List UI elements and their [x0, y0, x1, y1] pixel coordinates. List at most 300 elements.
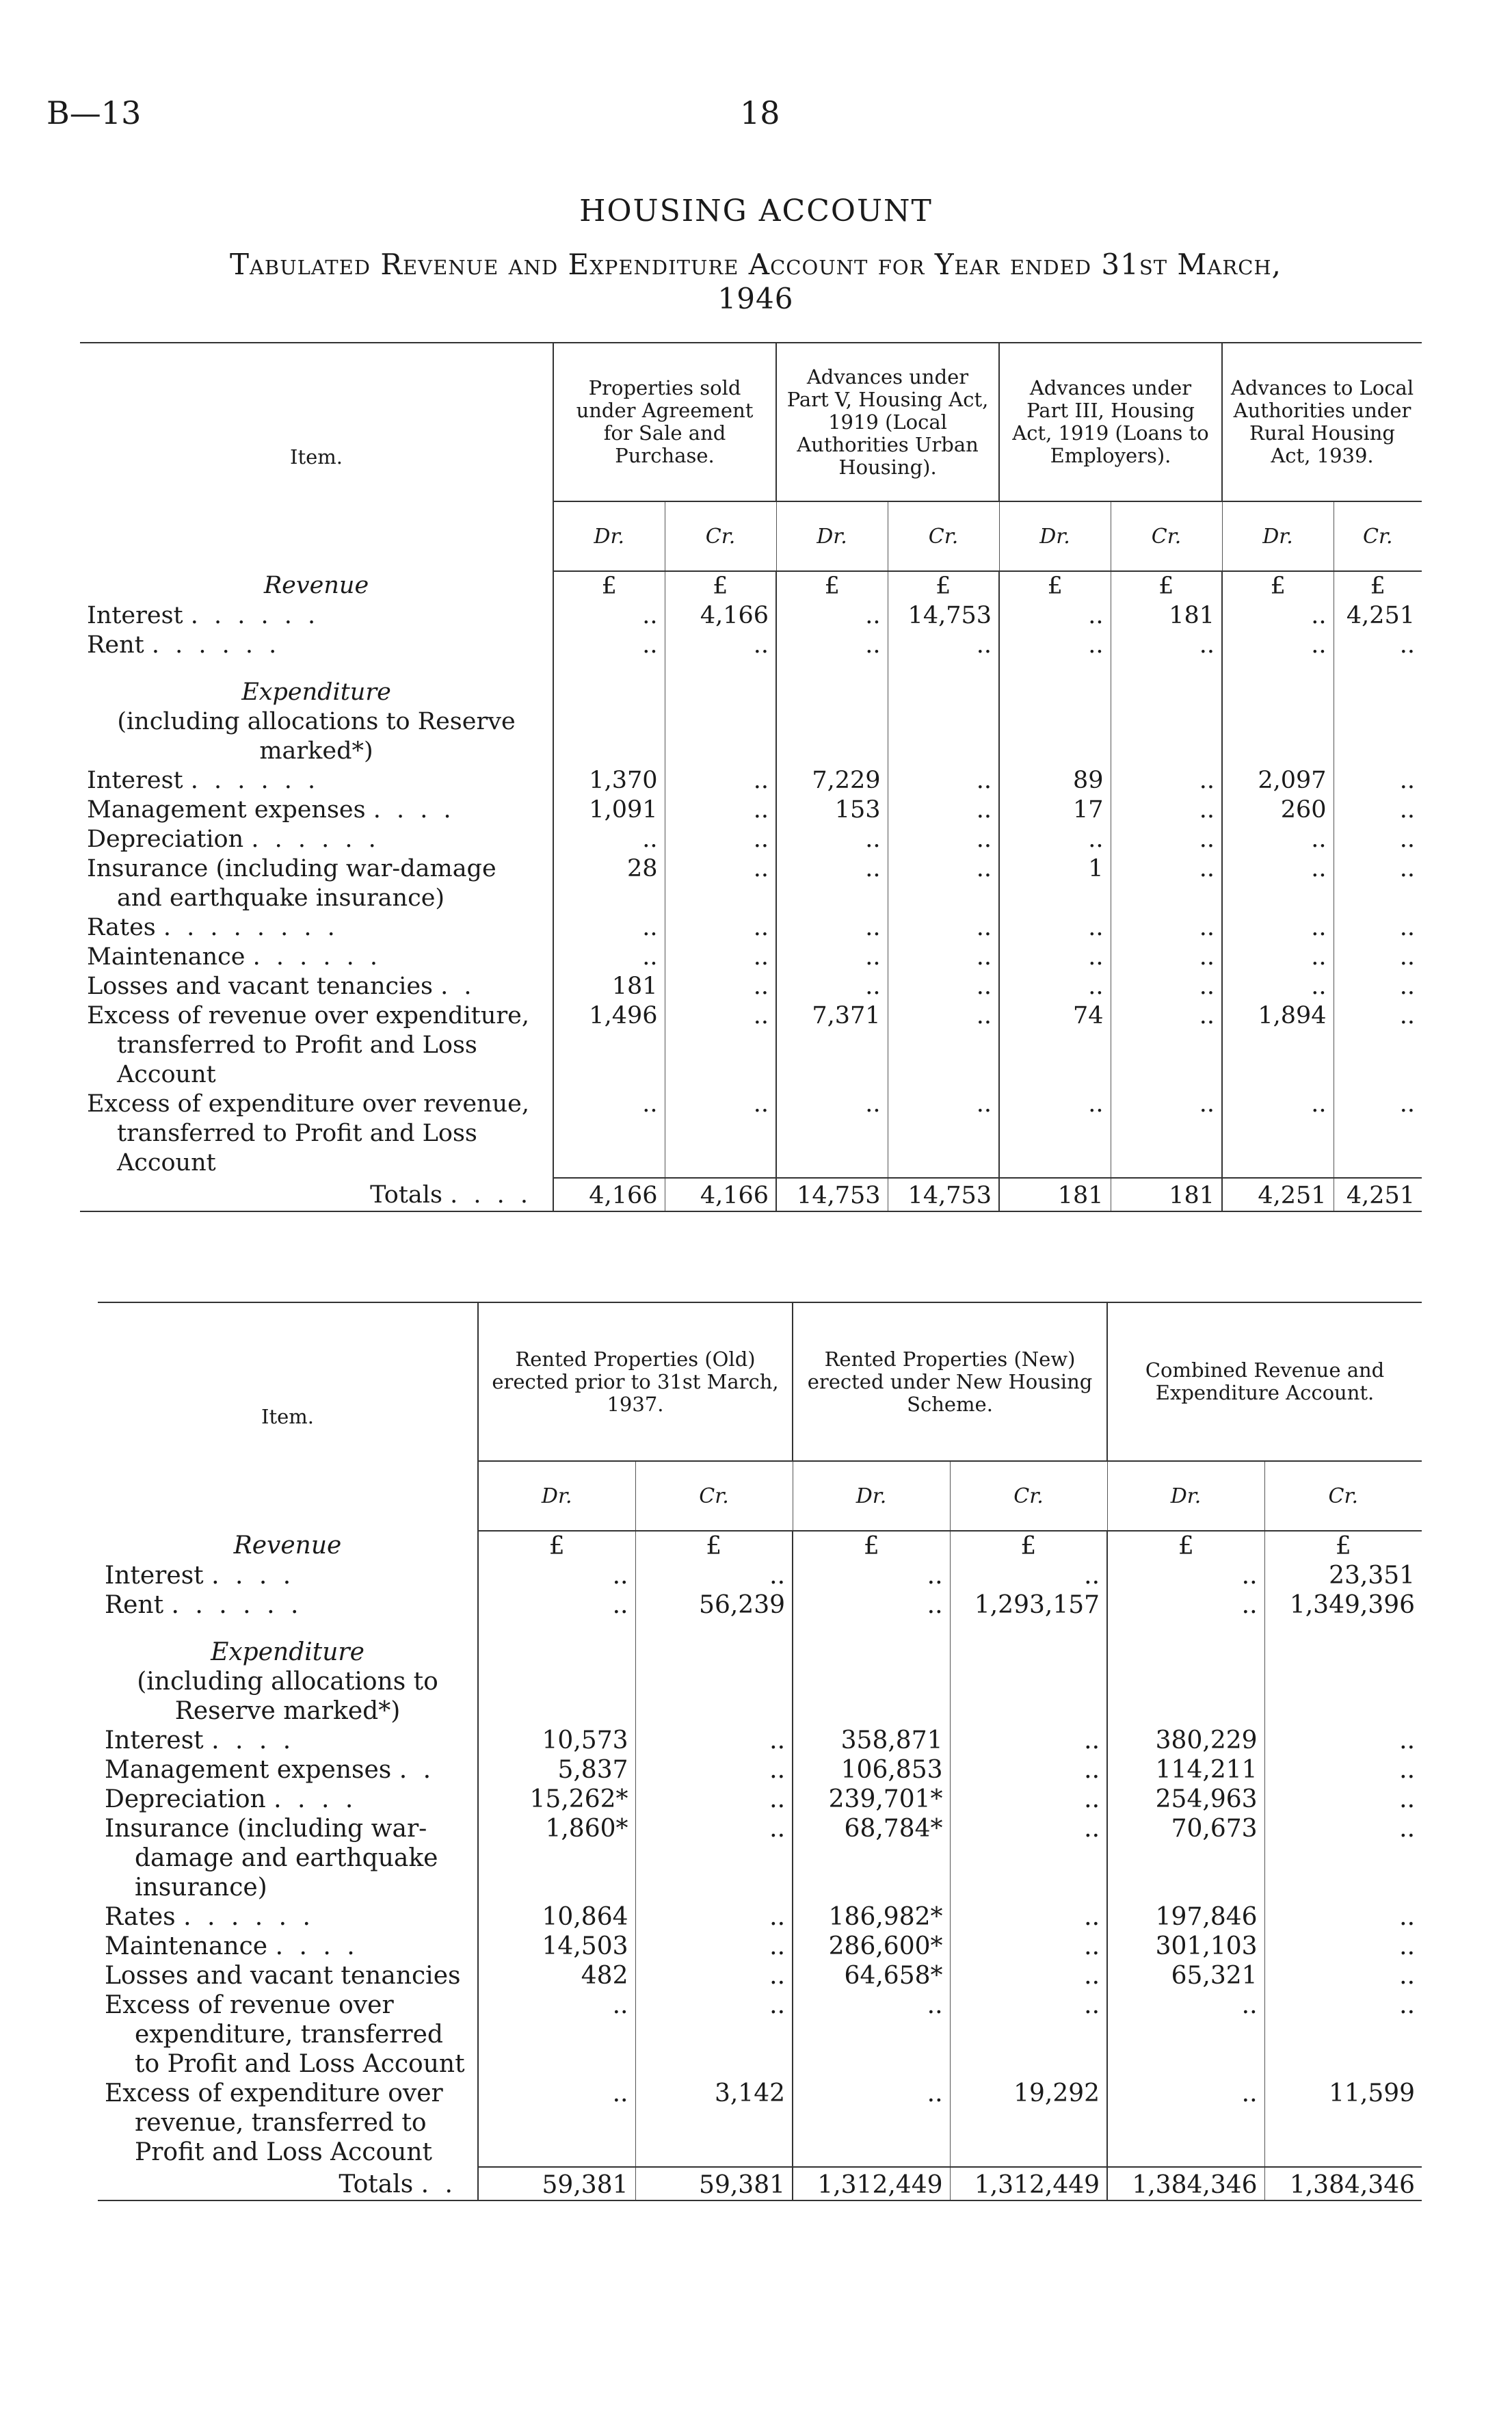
table-row [80, 972, 1422, 1001]
row-label-text: Rates [105, 1903, 176, 1931]
total-cell: 4,251 [1222, 1178, 1334, 1211]
group-header: Advances to Local Authorities under Rural Housing Act, 1939. [1222, 343, 1422, 501]
table-cell: 286,600* [793, 1932, 950, 1961]
row-label [80, 1090, 553, 1178]
expenditure-heading-row [80, 678, 1422, 707]
total-cell: 14,753 [776, 1178, 888, 1211]
table-cell: 1,293,157 [950, 1590, 1107, 1620]
cr-header: Cr. [1264, 1461, 1422, 1531]
total-cell: 181 [999, 1178, 1111, 1211]
empty-cell [776, 707, 888, 766]
table-cell: 68,784* [793, 1814, 950, 1902]
row-label-text: Interest [87, 767, 183, 794]
empty-cell [1222, 707, 1334, 766]
table-cell: 1,894 [1222, 1001, 1334, 1090]
dot-leader: . . . . [275, 1932, 359, 1960]
row-label [80, 766, 553, 796]
empty-cell [950, 1667, 1107, 1726]
table-cell: .. [1334, 972, 1422, 1001]
row-label [98, 1990, 478, 2079]
table-cell: 197,846 [1107, 1902, 1264, 1932]
cr-header: Cr. [1334, 501, 1422, 571]
total-cell: 4,166 [553, 1178, 665, 1211]
table-row [98, 2079, 1422, 2167]
table-cell: .. [1264, 1961, 1422, 1990]
table-cell: .. [776, 972, 888, 1001]
spacer-cell [1264, 1620, 1422, 1638]
table-cell: 70,673 [1107, 1814, 1264, 1902]
table-cell: .. [888, 1001, 999, 1090]
spacer-cell [1334, 660, 1422, 678]
table-cell: .. [1111, 913, 1222, 943]
dr-header: Dr. [793, 1461, 950, 1531]
table-cell: .. [1334, 943, 1422, 972]
table-cell: .. [1222, 1090, 1334, 1178]
currency-symbol: £ [665, 571, 776, 601]
page-title: HOUSING ACCOUNT [579, 194, 933, 228]
table-cell: 15,262* [478, 1785, 635, 1814]
dot-leader: . . . . [274, 1785, 358, 1813]
table-cell: .. [1111, 766, 1222, 796]
table-cell: 301,103 [1107, 1932, 1264, 1961]
table-cell: .. [1222, 601, 1334, 631]
dot-leader: . . . . . . [183, 1903, 315, 1931]
empty-cell [553, 707, 665, 766]
subtitle-text: Tabulated Revenue and Expenditure Account for Year ended 31st March, [229, 248, 1282, 281]
dot-leader: . . . . . . [190, 767, 320, 794]
dot-leader: . . . . . . [251, 826, 380, 853]
table-row [98, 1902, 1422, 1932]
spacer-cell [793, 1620, 950, 1638]
totals-label [80, 1178, 553, 1211]
table-cell: .. [553, 825, 665, 854]
table-cell: .. [950, 1902, 1107, 1932]
currency-symbol: £ [888, 571, 999, 601]
table-cell: .. [1111, 972, 1222, 1001]
account-table-2 [98, 1302, 1422, 2201]
spacer-cell [665, 660, 776, 678]
table-cell: .. [1222, 631, 1334, 660]
total-cell: 4,251 [1334, 1178, 1422, 1211]
table-cell: 17 [999, 796, 1111, 825]
table-cell: .. [776, 631, 888, 660]
currency-symbol: £ [1222, 571, 1334, 601]
table-cell: 11,599 [1264, 2079, 1422, 2167]
table-cell: .. [776, 943, 888, 972]
table-cell: .. [888, 913, 999, 943]
row-label [80, 943, 553, 972]
spacer-cell [80, 660, 553, 678]
currency-symbol: £ [776, 571, 888, 601]
table-cell: .. [635, 1961, 793, 1990]
table-cell: .. [1222, 825, 1334, 854]
empty-cell [999, 707, 1111, 766]
table-cell: .. [635, 1785, 793, 1814]
table-cell: .. [1334, 913, 1422, 943]
spacer-row [80, 660, 1422, 678]
spacer-cell [1222, 660, 1334, 678]
empty-cell [950, 1638, 1107, 1667]
currency-symbol: £ [1111, 571, 1222, 601]
row-label [98, 1814, 478, 1902]
table-cell: .. [1222, 913, 1334, 943]
table-cell: .. [776, 825, 888, 854]
table-cell: .. [1334, 854, 1422, 913]
row-label [98, 1755, 478, 1785]
group-header: Properties sold under Agreement for Sale and Purchase. [553, 343, 776, 501]
table-cell: .. [1111, 943, 1222, 972]
table-cell: 181 [1111, 601, 1222, 631]
row-label [80, 825, 553, 854]
revenue-heading: Revenue [80, 571, 553, 601]
group-header: Rented Properties (Old) erected prior to 31st March, 1937. [478, 1302, 793, 1461]
total-cell: 1,384,346 [1107, 2167, 1264, 2200]
row-label-text: Management expenses [87, 796, 366, 824]
table-cell: .. [1264, 1990, 1422, 2079]
table-cell: .. [950, 1755, 1107, 1785]
table-cell: .. [950, 1961, 1107, 1990]
spacer-cell [888, 660, 999, 678]
row-label-text: Excess of revenue over expenditure, transferred to Profit and Loss Account [87, 1002, 529, 1088]
table-cell: .. [950, 1990, 1107, 2079]
table-cell: 254,963 [1107, 1785, 1264, 1814]
row-label-text: Losses and vacant tenancies [87, 973, 434, 1000]
dot-leader: . . [421, 2170, 457, 2198]
dot-leader: . . . . . . [252, 943, 382, 971]
table-cell: 4,251 [1334, 601, 1422, 631]
empty-cell [999, 678, 1111, 707]
empty-cell [1111, 707, 1222, 766]
expenditure-note: (including allocations to Reserve marked*) [98, 1667, 478, 1726]
empty-cell [1107, 1667, 1264, 1726]
spacer-cell [635, 1620, 793, 1638]
table-cell: .. [999, 972, 1111, 1001]
row-label-text: Interest [105, 1562, 204, 1590]
dot-leader: . . . . . . [190, 602, 320, 629]
table-cell: 1,860* [478, 1814, 635, 1902]
table-row [98, 1590, 1422, 1620]
table-cell: .. [950, 1932, 1107, 1961]
table-cell: .. [1111, 631, 1222, 660]
dot-leader: . . . . [211, 1562, 295, 1590]
page-identifier: B—13 [47, 94, 142, 131]
table-cell: 10,573 [478, 1726, 635, 1755]
empty-cell [888, 678, 999, 707]
table-cell: .. [1107, 2079, 1264, 2167]
table-cell: .. [1264, 1814, 1422, 1902]
row-label [80, 913, 553, 943]
table-cell: .. [793, 1561, 950, 1590]
spacer-cell [1107, 1620, 1264, 1638]
row-label [98, 1561, 478, 1590]
table-cell: .. [1222, 972, 1334, 1001]
table-cell: 7,229 [776, 766, 888, 796]
table-cell: 153 [776, 796, 888, 825]
total-cell: 1,312,449 [793, 2167, 950, 2200]
empty-cell [478, 1667, 635, 1726]
table-cell: .. [999, 631, 1111, 660]
row-label-text: Interest [87, 602, 183, 629]
table-cell: .. [888, 972, 999, 1001]
table-cell: .. [1334, 631, 1422, 660]
table-cell: .. [665, 943, 776, 972]
table-cell: .. [776, 1090, 888, 1178]
table-cell: .. [1222, 854, 1334, 913]
item-header: Item. [80, 343, 553, 571]
account-table-1 [80, 342, 1422, 1212]
spacer-cell [999, 660, 1111, 678]
empty-cell [888, 707, 999, 766]
row-label [98, 1590, 478, 1620]
table-cell: 3,142 [635, 2079, 793, 2167]
table-cell: 1,091 [553, 796, 665, 825]
table-row [98, 1755, 1422, 1785]
table-cell: .. [950, 1561, 1107, 1590]
spacer-row [98, 1620, 1422, 1638]
totals-label [98, 2167, 478, 2200]
empty-cell [1334, 678, 1422, 707]
table-cell: 1,370 [553, 766, 665, 796]
table-cell: .. [776, 601, 888, 631]
spacer-cell [950, 1620, 1107, 1638]
totals-label-text: Totals [339, 2170, 414, 2198]
total-cell: 14,753 [888, 1178, 999, 1211]
row-label [80, 631, 553, 660]
table-cell: .. [1264, 1902, 1422, 1932]
group-header: Advances under Part V, Housing Act, 1919 (Local Authorities Urban Housing). [776, 343, 999, 501]
table-cell: 19,292 [950, 2079, 1107, 2167]
table-cell: .. [776, 854, 888, 913]
expenditure-heading: Expenditure [80, 678, 553, 707]
group-header: Rented Properties (New) erected under New Housing Scheme. [793, 1302, 1107, 1461]
row-label [98, 1726, 478, 1755]
table-cell: .. [1334, 1001, 1422, 1090]
total-cell: 59,381 [478, 2167, 635, 2200]
dr-header: Dr. [553, 501, 665, 571]
cr-header: Cr. [635, 1461, 793, 1531]
row-label-text: Insurance (including war-damage and earthquake insurance) [87, 855, 496, 912]
row-label-text: Excess of revenue over expenditure, transferred to Profit and Loss Account [105, 1991, 465, 2078]
table-row [98, 1726, 1422, 1755]
expenditure-note-row [80, 707, 1422, 766]
empty-cell [553, 678, 665, 707]
total-cell: 59,381 [635, 2167, 793, 2200]
currency-symbol: £ [1264, 1531, 1422, 1561]
dot-leader: . . . . . . [151, 631, 281, 659]
table-cell: .. [635, 1726, 793, 1755]
row-label [98, 1902, 478, 1932]
table-cell: .. [1264, 1755, 1422, 1785]
table-cell: .. [635, 1990, 793, 2079]
table-cell: .. [478, 1561, 635, 1590]
table-cell: .. [888, 796, 999, 825]
table-cell: .. [1111, 825, 1222, 854]
page-subtitle [34, 248, 1477, 316]
row-label-text: Depreciation [105, 1785, 266, 1813]
table-cell: .. [635, 1902, 793, 1932]
table-cell: .. [478, 1590, 635, 1620]
table-body [98, 1531, 1422, 2200]
table-cell: .. [665, 825, 776, 854]
table-cell: .. [553, 1090, 665, 1178]
totals-row [98, 2167, 1422, 2200]
table-cell: .. [665, 913, 776, 943]
revenue-heading-row [80, 571, 1422, 601]
table-cell: 260 [1222, 796, 1334, 825]
table-cell: .. [1334, 796, 1422, 825]
row-label-text: Management expenses [105, 1756, 392, 1784]
table-cell: .. [665, 854, 776, 913]
table-body [80, 571, 1422, 1211]
table-cell: 7,371 [776, 1001, 888, 1090]
table-cell: 482 [478, 1961, 635, 1990]
row-label-text: Excess of expenditure over revenue, transferred to Profit and Loss Account [105, 2079, 443, 2166]
table-cell: .. [1111, 1001, 1222, 1090]
empty-cell [478, 1638, 635, 1667]
table-cell: .. [478, 1990, 635, 2079]
row-label [98, 2079, 478, 2167]
table-cell: 1,349,396 [1264, 1590, 1422, 1620]
table-cell: .. [793, 1990, 950, 2079]
spacer-cell [553, 660, 665, 678]
dot-leader: . . . . [450, 1181, 532, 1209]
table-cell: .. [1107, 1590, 1264, 1620]
table-cell: .. [1334, 1090, 1422, 1178]
table-cell: .. [888, 631, 999, 660]
empty-cell [1111, 678, 1222, 707]
table-cell: .. [1107, 1561, 1264, 1590]
table-cell: .. [665, 972, 776, 1001]
table-cell: .. [1264, 1932, 1422, 1961]
table-cell: 14,753 [888, 601, 999, 631]
table-cell: .. [635, 1932, 793, 1961]
table-cell: .. [888, 854, 999, 913]
table-cell: .. [478, 2079, 635, 2167]
dot-leader: . . [440, 973, 476, 1000]
table-cell: 5,837 [478, 1755, 635, 1785]
total-cell: 181 [1111, 1178, 1222, 1211]
table-cell: 2,097 [1222, 766, 1334, 796]
empty-cell [665, 707, 776, 766]
subtitle-year: 1946 [717, 282, 794, 315]
empty-cell [1264, 1638, 1422, 1667]
row-label [98, 1785, 478, 1814]
group-header: Combined Revenue and Expenditure Account. [1107, 1302, 1422, 1461]
dr-header: Dr. [1107, 1461, 1264, 1531]
row-label-text: Maintenance [87, 943, 246, 971]
expenditure-note-row [98, 1667, 1422, 1726]
spacer-cell [1111, 660, 1222, 678]
cr-header: Cr. [888, 501, 999, 571]
table-cell: 181 [553, 972, 665, 1001]
spacer-cell [478, 1620, 635, 1638]
page-number: 18 [740, 94, 780, 131]
empty-cell [635, 1667, 793, 1726]
currency-symbol: £ [1334, 571, 1422, 601]
cr-header: Cr. [950, 1461, 1107, 1531]
table-cell: .. [793, 1590, 950, 1620]
table-cell: .. [950, 1785, 1107, 1814]
dr-header: Dr. [999, 501, 1111, 571]
currency-symbol: £ [478, 1531, 635, 1561]
table-cell: .. [635, 1755, 793, 1785]
table-cell: .. [793, 2079, 950, 2167]
table-cell: 56,239 [635, 1590, 793, 1620]
table-cell: 14,503 [478, 1932, 635, 1961]
total-cell: 1,384,346 [1264, 2167, 1422, 2200]
row-label [80, 1001, 553, 1090]
row-label [80, 601, 553, 631]
currency-symbol: £ [999, 571, 1111, 601]
table-cell: .. [888, 766, 999, 796]
totals-label-text: Totals [370, 1181, 442, 1209]
table-cell: .. [1334, 825, 1422, 854]
table-row [80, 601, 1422, 631]
spacer-cell [98, 1620, 478, 1638]
table-cell: 358,871 [793, 1726, 950, 1755]
table-cell: .. [1111, 854, 1222, 913]
spacer-cell [776, 660, 888, 678]
table-cell: 64,658* [793, 1961, 950, 1990]
table-row [98, 1814, 1422, 1902]
table-cell: 239,701* [793, 1785, 950, 1814]
table-cell: .. [999, 943, 1111, 972]
table-cell: .. [1334, 766, 1422, 796]
empty-cell [793, 1667, 950, 1726]
table-row [98, 1561, 1422, 1590]
table-row [80, 854, 1422, 913]
dot-leader: . . . . . . [171, 1591, 303, 1619]
currency-symbol: £ [950, 1531, 1107, 1561]
table-cell: .. [553, 913, 665, 943]
row-label-text: Maintenance [105, 1932, 268, 1960]
table-cell: .. [1111, 796, 1222, 825]
table-cell: 4,166 [665, 601, 776, 631]
currency-symbol: £ [635, 1531, 793, 1561]
table-row [80, 913, 1422, 943]
table-row [80, 943, 1422, 972]
row-label-text: Rent [87, 631, 144, 659]
table-cell: 106,853 [793, 1755, 950, 1785]
row-label [80, 972, 553, 1001]
table-cell: 89 [999, 766, 1111, 796]
row-label [98, 1932, 478, 1961]
total-cell: 4,166 [665, 1178, 776, 1211]
table-cell: .. [950, 1814, 1107, 1902]
table-cell: 65,321 [1107, 1961, 1264, 1990]
item-header: Item. [98, 1302, 478, 1531]
table-cell: .. [553, 943, 665, 972]
row-label-text: Rates [87, 914, 156, 941]
table-row [80, 796, 1422, 825]
table-cell: 28 [553, 854, 665, 913]
cr-header: Cr. [665, 501, 776, 571]
expenditure-heading-row [98, 1638, 1422, 1667]
table-cell: .. [553, 601, 665, 631]
cr-header: Cr. [1111, 501, 1222, 571]
table-cell: 10,864 [478, 1902, 635, 1932]
expenditure-heading: Expenditure [98, 1638, 478, 1667]
table-row [98, 1990, 1422, 2079]
table-row [98, 1785, 1422, 1814]
empty-cell [1334, 707, 1422, 766]
row-label-text: Excess of expenditure over revenue, transferred to Profit and Loss Account [87, 1090, 529, 1177]
empty-cell [793, 1638, 950, 1667]
empty-cell [1222, 678, 1334, 707]
totals-row [80, 1178, 1422, 1211]
table-cell: .. [999, 601, 1111, 631]
table-cell: 186,982* [793, 1902, 950, 1932]
